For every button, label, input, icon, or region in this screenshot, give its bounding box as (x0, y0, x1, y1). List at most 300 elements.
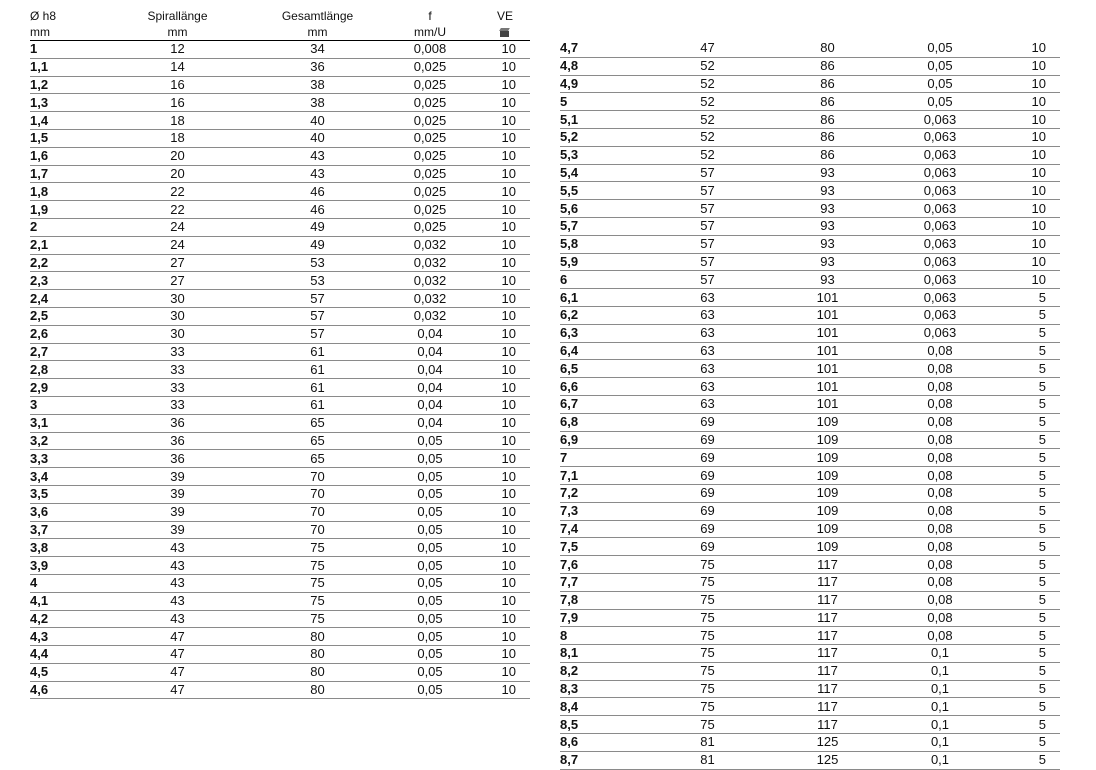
total-length-cell: 49 (255, 236, 380, 254)
feed-cell: 0,05 (380, 468, 480, 486)
total-length-cell: 65 (255, 432, 380, 450)
feed-cell: 0,08 (890, 520, 990, 538)
total-length-cell: 117 (765, 591, 890, 609)
feed-cell: 0,08 (890, 502, 990, 520)
feed-cell: 0,05 (380, 539, 480, 557)
diameter-cell: 8,2 (560, 662, 650, 680)
total-length-cell: 75 (255, 610, 380, 628)
pack-cell: 10 (480, 574, 530, 592)
diameter-cell: 7,7 (560, 573, 650, 591)
table-row (560, 271, 1060, 289)
table-row (560, 538, 1060, 556)
pack-cell: 10 (990, 253, 1060, 271)
feed-cell: 0,08 (890, 538, 990, 556)
flute-length-cell: 30 (100, 325, 255, 343)
flute-length-cell: 47 (100, 628, 255, 646)
table-row (30, 254, 530, 272)
table-row (560, 645, 1060, 663)
pack-cell: 10 (480, 183, 530, 201)
total-length-cell: 109 (765, 449, 890, 467)
diameter-cell: 7,6 (560, 556, 650, 574)
table-row (30, 94, 530, 112)
pack-cell: 5 (990, 324, 1060, 342)
pack-cell: 10 (480, 290, 530, 308)
feed-cell: 0,08 (890, 467, 990, 485)
table-row (560, 253, 1060, 271)
table-row (560, 128, 1060, 146)
diameter-cell: 3,4 (30, 468, 100, 486)
flute-length-cell: 20 (100, 147, 255, 165)
table-row (30, 396, 530, 414)
drill-spec-table-left (30, 8, 530, 699)
pack-unit-cell (480, 24, 530, 41)
flute-length-cell: 36 (100, 450, 255, 468)
total-length-cell: 57 (255, 307, 380, 325)
diameter-cell: 2,1 (30, 236, 100, 254)
pack-cell: 5 (990, 467, 1060, 485)
table-row (560, 40, 1060, 57)
flute-length-cell: 63 (650, 306, 765, 324)
table-row (30, 147, 530, 165)
diameter-cell: 3,6 (30, 503, 100, 521)
diameter-cell: 6,1 (560, 289, 650, 307)
flute-length-cell: 43 (100, 610, 255, 628)
table-row (30, 503, 530, 521)
total-length-cell: 70 (255, 503, 380, 521)
feed-cell: 0,063 (890, 306, 990, 324)
total-length-cell: 80 (255, 663, 380, 681)
total-length-cell: 101 (765, 378, 890, 396)
pack-cell: 10 (480, 379, 530, 397)
flute-length-cell: 39 (100, 503, 255, 521)
total-length-cell: 46 (255, 201, 380, 219)
table-row (30, 272, 530, 290)
total-length-cell: 117 (765, 716, 890, 734)
table-row (560, 289, 1060, 307)
flute-length-cell: 33 (100, 379, 255, 397)
table-row (30, 485, 530, 503)
pack-cell: 5 (990, 289, 1060, 307)
total-length-cell: 93 (765, 164, 890, 182)
feed-cell: 0,025 (380, 165, 480, 183)
total-length-cell: 61 (255, 396, 380, 414)
table-row (30, 574, 530, 592)
pack-cell: 10 (480, 503, 530, 521)
total-length-cell: 46 (255, 183, 380, 201)
diameter-cell: 7,3 (560, 502, 650, 520)
pack-cell: 10 (480, 361, 530, 379)
table-row (30, 290, 530, 308)
table-row (560, 734, 1060, 752)
total-length-cell: 61 (255, 361, 380, 379)
flute-length-cell: 75 (650, 716, 765, 734)
feed-cell: 0,032 (380, 307, 480, 325)
pack-cell: 5 (990, 378, 1060, 396)
pack-cell: 10 (480, 343, 530, 361)
diameter-cell: 6,3 (560, 324, 650, 342)
pack-cell: 5 (990, 538, 1060, 556)
flute-length-cell: 75 (650, 645, 765, 663)
feed-cell: 0,08 (890, 609, 990, 627)
pack-cell: 5 (990, 627, 1060, 645)
table-row (30, 58, 530, 76)
total-length-cell: 109 (765, 520, 890, 538)
pack-cell: 10 (480, 450, 530, 468)
flute-length-cell: 52 (650, 111, 765, 129)
pack-header: VE (496, 9, 513, 23)
flute-length-cell: 57 (650, 253, 765, 271)
feed-cell: 0,05 (380, 521, 480, 539)
total-length-cell: 49 (255, 218, 380, 236)
table-row (560, 200, 1060, 218)
feed-cell: 0,04 (380, 361, 480, 379)
pack-cell: 10 (990, 128, 1060, 146)
feed-cell: 0,05 (380, 663, 480, 681)
flute-length-cell: 81 (650, 734, 765, 752)
pack-cell: 10 (480, 58, 530, 76)
feed-cell: 0,063 (890, 146, 990, 164)
feed-cell: 0,032 (380, 272, 480, 290)
diameter-cell: 6,2 (560, 306, 650, 324)
flute-length-cell: 14 (100, 58, 255, 76)
feed-cell: 0,05 (380, 646, 480, 664)
pack-cell: 10 (990, 146, 1060, 164)
flute-length-header: Spirallänge (147, 9, 208, 23)
feed-cell: 0,063 (890, 182, 990, 200)
pack-cell: 10 (990, 40, 1060, 57)
table-row (30, 539, 530, 557)
feed-cell: 0,025 (380, 218, 480, 236)
total-length-cell: 80 (255, 681, 380, 699)
total-length-cell: 93 (765, 200, 890, 218)
total-length-header: Gesamtlänge (281, 9, 354, 23)
total-length-cell: 70 (255, 485, 380, 503)
diameter-header: Ø h8 (30, 9, 57, 23)
flute-length-cell: 69 (650, 467, 765, 485)
pack-cell: 10 (480, 468, 530, 486)
flute-length-cell: 18 (100, 112, 255, 130)
total-length-cell: 75 (255, 592, 380, 610)
diameter-cell: 6,9 (560, 431, 650, 449)
flute-length-cell: 39 (100, 468, 255, 486)
feed-cell: 0,063 (890, 253, 990, 271)
feed-cell: 0,063 (890, 235, 990, 253)
total-length-cell: 38 (255, 94, 380, 112)
table-row (560, 431, 1060, 449)
pack-cell: 10 (990, 93, 1060, 111)
pack-cell: 10 (480, 76, 530, 94)
total-length-cell: 117 (765, 645, 890, 663)
feed-cell: 0,08 (890, 556, 990, 574)
table-row (30, 165, 530, 183)
feed-cell: 0,04 (380, 414, 480, 432)
diameter-cell: 1,5 (30, 129, 100, 147)
diameter-cell: 8,7 (560, 751, 650, 769)
table-row (560, 556, 1060, 574)
feed-cell: 0,063 (890, 271, 990, 289)
diameter-cell: 8,6 (560, 734, 650, 752)
flute-length-cell: 57 (650, 271, 765, 289)
table-body-left (30, 41, 530, 699)
total-length-cell: 93 (765, 253, 890, 271)
diameter-cell: 1,1 (30, 58, 100, 76)
diameter-cell: 8,5 (560, 716, 650, 734)
pack-cell: 10 (480, 432, 530, 450)
total-length-cell: 109 (765, 431, 890, 449)
feed-cell: 0,063 (890, 128, 990, 146)
table-row (30, 218, 530, 236)
pack-cell: 5 (990, 520, 1060, 538)
table-row (30, 307, 530, 325)
feed-cell: 0,025 (380, 112, 480, 130)
pack-cell: 5 (990, 502, 1060, 520)
diameter-cell: 7,4 (560, 520, 650, 538)
feed-cell: 0,1 (890, 698, 990, 716)
flute-length-cell: 47 (100, 646, 255, 664)
table-row (560, 627, 1060, 645)
diameter-cell: 3,5 (30, 485, 100, 503)
pack-cell: 10 (990, 235, 1060, 253)
flute-length-cell: 63 (650, 378, 765, 396)
pack-cell: 5 (990, 591, 1060, 609)
total-length-cell: 80 (255, 628, 380, 646)
feed-cell: 0,025 (380, 129, 480, 147)
pack-cell: 10 (990, 164, 1060, 182)
total-length-cell: 75 (255, 539, 380, 557)
table-row (30, 432, 530, 450)
flute-length-cell: 52 (650, 57, 765, 75)
feed-cell: 0,025 (380, 76, 480, 94)
diameter-unit: mm (30, 24, 100, 41)
diameter-cell: 1,4 (30, 112, 100, 130)
flute-length-cell: 52 (650, 93, 765, 111)
table-row (560, 93, 1060, 111)
pack-cell: 10 (480, 628, 530, 646)
feed-cell: 0,05 (380, 628, 480, 646)
diameter-cell: 1 (30, 41, 100, 59)
table-row (560, 342, 1060, 360)
pack-cell: 10 (480, 592, 530, 610)
feed-cell: 0,063 (890, 200, 990, 218)
flute-length-cell: 75 (650, 680, 765, 698)
flute-length-cell: 52 (650, 128, 765, 146)
flute-length-cell: 16 (100, 94, 255, 112)
total-length-cell: 101 (765, 289, 890, 307)
feed-cell: 0,063 (890, 111, 990, 129)
feed-cell: 0,05 (380, 450, 480, 468)
table-row (30, 521, 530, 539)
total-length-cell: 36 (255, 58, 380, 76)
flute-length-cell: 20 (100, 165, 255, 183)
flute-length-cell: 43 (100, 574, 255, 592)
total-length-cell: 65 (255, 414, 380, 432)
total-length-cell: 117 (765, 662, 890, 680)
flute-length-cell: 75 (650, 556, 765, 574)
table-row (30, 681, 530, 699)
flute-length-cell: 43 (100, 539, 255, 557)
flute-length-cell: 63 (650, 324, 765, 342)
diameter-cell: 1,7 (30, 165, 100, 183)
pack-cell: 5 (990, 484, 1060, 502)
total-length-cell: 86 (765, 75, 890, 93)
diameter-cell: 5,2 (560, 128, 650, 146)
feed-cell: 0,008 (380, 41, 480, 59)
diameter-cell: 4,5 (30, 663, 100, 681)
total-length-cell: 93 (765, 182, 890, 200)
table-row (30, 129, 530, 147)
pack-cell: 10 (480, 147, 530, 165)
total-length-cell: 109 (765, 413, 890, 431)
flute-length-cell: 57 (650, 164, 765, 182)
pack-cell: 5 (990, 662, 1060, 680)
diameter-cell: 6 (560, 271, 650, 289)
diameter-cell: 1,2 (30, 76, 100, 94)
total-length-cell: 117 (765, 627, 890, 645)
diameter-cell: 6,6 (560, 378, 650, 396)
table-row (560, 680, 1060, 698)
total-length-cell: 75 (255, 557, 380, 575)
feed-cell: 0,08 (890, 591, 990, 609)
feed-cell: 0,05 (380, 557, 480, 575)
total-length-cell: 43 (255, 147, 380, 165)
total-length-cell: 101 (765, 360, 890, 378)
total-length-cell: 86 (765, 146, 890, 164)
flute-length-cell: 27 (100, 254, 255, 272)
total-length-cell: 38 (255, 76, 380, 94)
feed-cell: 0,05 (380, 503, 480, 521)
diameter-cell: 2,6 (30, 325, 100, 343)
diameter-cell: 7,2 (560, 484, 650, 502)
flute-length-cell: 33 (100, 361, 255, 379)
diameter-cell: 1,6 (30, 147, 100, 165)
table-row (560, 502, 1060, 520)
table-row (30, 646, 530, 664)
diameter-cell: 5,9 (560, 253, 650, 271)
pack-cell: 10 (990, 200, 1060, 218)
diameter-cell: 3,7 (30, 521, 100, 539)
table-row (560, 217, 1060, 235)
diameter-cell: 2,8 (30, 361, 100, 379)
pack-cell: 10 (990, 217, 1060, 235)
table-row (560, 360, 1060, 378)
feed-cell: 0,1 (890, 751, 990, 769)
feed-cell: 0,04 (380, 379, 480, 397)
table-row (30, 41, 530, 59)
pack-cell: 10 (480, 236, 530, 254)
table-row (560, 164, 1060, 182)
table-row (560, 57, 1060, 75)
diameter-cell: 6,4 (560, 342, 650, 360)
total-length-cell: 117 (765, 573, 890, 591)
feed-cell: 0,08 (890, 431, 990, 449)
total-length-cell: 40 (255, 112, 380, 130)
feed-cell: 0,08 (890, 484, 990, 502)
diameter-cell: 2,5 (30, 307, 100, 325)
pack-cell: 5 (990, 360, 1060, 378)
flute-length-cell: 16 (100, 76, 255, 94)
flute-length-cell: 57 (650, 235, 765, 253)
feed-cell: 0,08 (890, 360, 990, 378)
feed-cell: 0,025 (380, 58, 480, 76)
total-length-cell: 109 (765, 484, 890, 502)
diameter-cell: 7,9 (560, 609, 650, 627)
diameter-cell: 7,1 (560, 467, 650, 485)
diameter-cell: 5,8 (560, 235, 650, 253)
diameter-cell: 6,8 (560, 413, 650, 431)
table-row (560, 413, 1060, 431)
flute-length-cell: 63 (650, 360, 765, 378)
pack-cell: 10 (480, 129, 530, 147)
total-length-cell: 53 (255, 272, 380, 290)
header-row (30, 8, 530, 24)
feed-cell: 0,063 (890, 164, 990, 182)
pack-cell: 10 (990, 57, 1060, 75)
flute-length-cell: 75 (650, 627, 765, 645)
table-row (560, 751, 1060, 769)
feed-header: f (428, 9, 432, 23)
diameter-cell: 7 (560, 449, 650, 467)
diameter-cell: 2,2 (30, 254, 100, 272)
pack-cell: 10 (480, 663, 530, 681)
flute-length-cell: 43 (100, 557, 255, 575)
diameter-cell: 1,8 (30, 183, 100, 201)
total-length-cell: 101 (765, 324, 890, 342)
pack-cell: 10 (480, 414, 530, 432)
table-row (30, 76, 530, 94)
diameter-cell: 4,3 (30, 628, 100, 646)
table-row (560, 591, 1060, 609)
pack-cell: 5 (990, 413, 1060, 431)
pack-cell: 5 (990, 645, 1060, 663)
table-row (30, 468, 530, 486)
diameter-cell: 5 (560, 93, 650, 111)
diameter-cell: 5,7 (560, 217, 650, 235)
flute-length-cell: 27 (100, 272, 255, 290)
table-row (30, 450, 530, 468)
diameter-cell: 4,2 (30, 610, 100, 628)
pack-cell: 10 (480, 94, 530, 112)
flute-length-cell: 22 (100, 201, 255, 219)
total-length-cell: 86 (765, 128, 890, 146)
pack-cell: 5 (990, 395, 1060, 413)
feed-cell: 0,032 (380, 290, 480, 308)
total-length-cell: 70 (255, 468, 380, 486)
total-length-cell: 125 (765, 734, 890, 752)
table-row (560, 662, 1060, 680)
diameter-cell: 3,1 (30, 414, 100, 432)
feed-cell: 0,025 (380, 94, 480, 112)
feed-cell: 0,08 (890, 627, 990, 645)
total-length-cell: 80 (255, 646, 380, 664)
diameter-cell: 4,8 (560, 57, 650, 75)
feed-cell: 0,063 (890, 217, 990, 235)
total-length-cell: 57 (255, 325, 380, 343)
table-row (30, 379, 530, 397)
table-row (30, 236, 530, 254)
flute-length-cell: 75 (650, 698, 765, 716)
table-row (30, 557, 530, 575)
flute-length-cell: 81 (650, 751, 765, 769)
feed-cell: 0,05 (380, 432, 480, 450)
feed-cell: 0,063 (890, 324, 990, 342)
pack-cell: 5 (990, 734, 1060, 752)
pack-cell: 10 (480, 272, 530, 290)
table-row (560, 235, 1060, 253)
feed-cell: 0,05 (890, 40, 990, 57)
total-length-cell: 86 (765, 57, 890, 75)
table-row (560, 609, 1060, 627)
diameter-cell: 2,3 (30, 272, 100, 290)
